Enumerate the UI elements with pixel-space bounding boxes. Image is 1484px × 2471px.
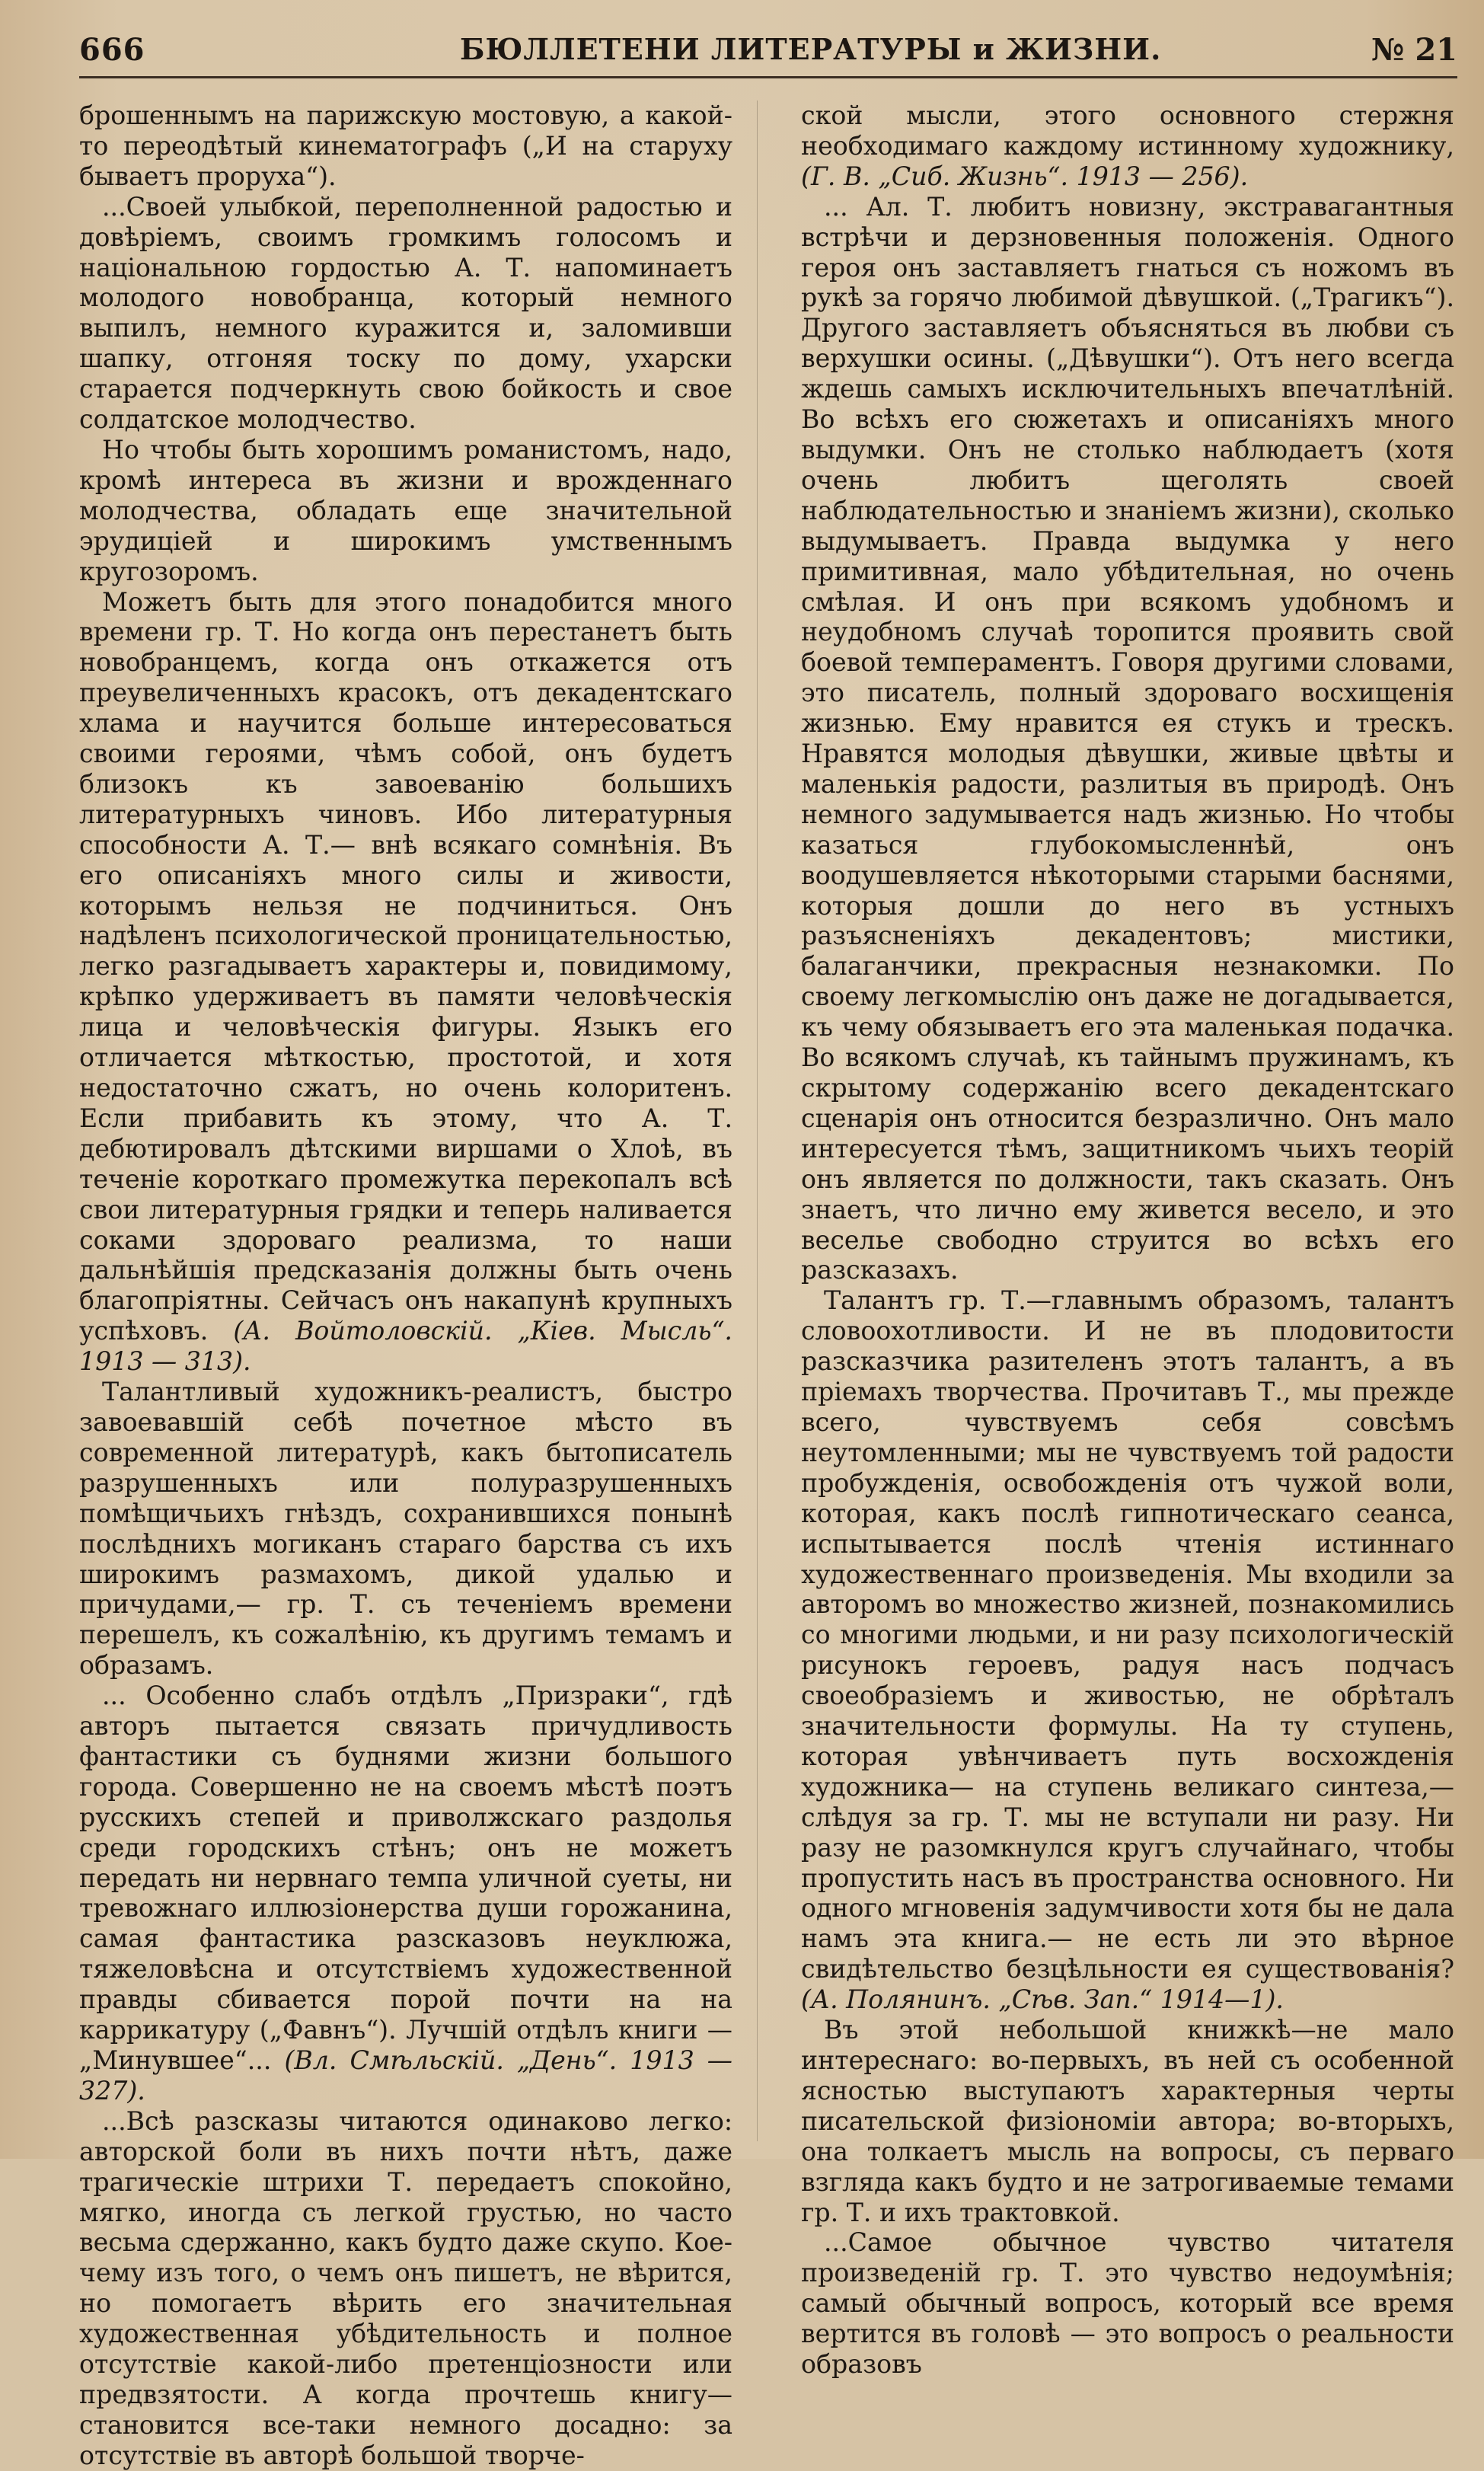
article-paragraph (801, 2227, 1454, 2380)
paragraph-text: ... Ал. Т. любитъ новизну, экстравагантныя встрѣчи и дерзновенныя положенія. Одного героя онъ заставляетъ гнаться съ ножомъ въ рукѣ за горячо любимой дѣвушкой. („Трагикъ“). Другого заставляетъ объясняться въ любви съ верхушки осины. („Дѣвушки“). Отъ него всегда ждешь самыхъ исключительныхъ впечатлѣній. Во всѣхъ его сюжетахъ и описаніяхъ много выдумки. Онъ не столько наблюдаетъ (хотя очень любитъ щеголять своей наблюдательностью и знаніемъ жизни), сколько выдумываетъ. Правда выдумка у него примитивная, мало убѣдительная, но очень смѣлая. И онъ при всякомъ удобномъ и неудобномъ случаѣ торопится проявить свой боевой темпераментъ. Говоря другими словами, это писатель, полный здороваго восхищенія жизнью. Ему нравится ея стукъ и трескъ. Нравятся молодыя дѣвушки, живые цвѣты и маленькія радости, разлитыя въ природѣ. Онъ немного задумывается надъ жизнью. Но чтобы казаться глубокомысленнѣй, онъ воодушевляется нѣкоторыми старыми баснями, которыя дошли до него въ устныхъ разъясненіяхъ декадентовъ; мистики, балаганчики, прекрасныя незнакомки. По своему легкомыслію онъ даже не догадывается, къ чему обязываетъ его эта маленькая подачка. Во всякомъ случаѣ, къ тайнымъ пружинамъ, къ скрытому содержанію всего декадентскаго сценарія онъ относится безразлично. Онъ мало интересуется тѣмъ, защитникомъ чьихъ теорій онъ является по должности, такъ сказать. Онъ знаетъ, что лично ему живется весело, и это веселье свободно струится во всѣхъ его разсказахъ. (801, 191, 1454, 1285)
paragraph-text: Талантливый художникъ-реалистъ, быстро завоевавшій себѣ почетное мѣсто въ современной литературѣ, какъ бытописатель разрушенныхъ или полуразрушенныхъ помѣщичьихъ гнѣздъ, сохранившихся понынѣ послѣднихъ могиканъ стараго барства съ ихъ широкимъ размахомъ, дикой удалью и причудами,— гр. Т. съ теченіемъ времени перешелъ, къ сожалѣнію, къ другимъ темамъ и образамъ. (79, 1377, 732, 1681)
article-paragraph (801, 101, 1454, 192)
paragraph-text: ской мысли, этого основного стержня необходимаго каждому истинному художнику, (801, 101, 1454, 161)
running-title: БЮЛЛЕТЕНИ ЛИТЕРАТУРЫ и ЖИЗНИ. (460, 32, 1162, 66)
header-rule (79, 76, 1457, 78)
page-header (79, 27, 1457, 81)
article-paragraph (801, 1285, 1454, 2015)
issue-number: № 21 (1371, 32, 1457, 68)
paragraph-text: ... Особенно слабъ отдѣлъ „Призраки“, гдѣ авторъ пытается связать причудливость фантастики съ буднями жизни большого города. Совершенно не на своемъ мѣстѣ поэтъ русскихъ степей и приволжскаго раздолья среди городскихъ стѣнъ; онъ не можетъ передать ни нервнаго темпа уличной суеты, ни тревожнаго иллюзіонерства души горожанина, самая фантастика разсказовъ неуклюжа, тяжеловѣсна и отсутствіемъ художественной правды сбивается порой почти на на каррикатуру („Фавнъ“). Лучшій отдѣлъ книги — „Минувшее“... (79, 1681, 732, 2075)
article-paragraph (801, 2015, 1454, 2227)
paragraph-text: ...Своей улыбкой, переполненной радостью и довѣріемъ, своимъ громкимъ голосомъ и національною гордостью А. Т. напоминаетъ молодого новобранца, который немного выпилъ, немного куражится и, заломивши шапку, отгоняя тоску по дому, ухарски старается подчеркнуть свою бойкость и свое солдатское молодчество. (79, 191, 732, 435)
article-paragraph (79, 587, 732, 1378)
article-paragraph (79, 101, 732, 192)
paragraph-text: ...Самое обычное чувство читателя произведеній гр. Т. это чувство недоумѣнія; самый обычный вопросъ, который все время вертится въ головѣ — это вопросъ о реальности образовъ (801, 2227, 1454, 2380)
article-paragraph (801, 192, 1454, 1286)
article-paragraph (79, 2106, 732, 2471)
paragraph-text: Талантъ гр. Т.—главнымъ образомъ, талантъ словоохотливости. И не въ плодовитости разсказчика разителенъ этотъ талантъ, а въ пріемахъ творчества. Прочитавъ Т., мы прежде всего, чувствуемъ себя совсѣмъ неутомленными; мы не чувствуемъ той радости пробужденія, освобожденія отъ чужой воли, которая, какъ послѣ гипнотическаго сеанса, испытывается послѣ чтенія истиннаго художественнаго произведенія. Мы входили за авторомъ во множество жизней, познакомились со многими людьми, и ни разу психологическій рисунокъ героевъ, радуя насъ подчасъ своеобразіемъ и живостью, не обрѣталъ значительности формулы. На ту ступень, которая увѣнчиваетъ путь восхожденія художника— на ступень великаго синтеза,—слѣдуя за гр. Т. мы не вступали ни разу. Ни разу не разомкнулся кругъ случайнаго, чтобы пропустить насъ въ пространства основного. Ни одного мгновенія задумчивости хотя бы не дала намъ эта книга.— не есть ли это вѣрное свидѣтельство безцѣльности ея существованія? (801, 1285, 1454, 1984)
column-divider (757, 101, 758, 2141)
right-column (801, 101, 1454, 2380)
paragraph-text: Въ этой небольшой книжкѣ—не мало интереснаго: во-первыхъ, въ ней съ особенной ясностью выступаютъ характерныя черты писательской физіономіи автора; во-вторыхъ, она толкаетъ мысль на вопросы, съ перваго взгляда какъ будто и не затрогиваемые темами гр. Т. и ихъ трактовкой. (801, 2015, 1454, 2227)
article-paragraph (79, 192, 732, 435)
citation: (Г. В. „Сиб. Жизнь“. 1913 — 256). (801, 161, 1249, 191)
citation: (А. Полянинъ. „Сѣв. Зап.“ 1914—1). (801, 1984, 1284, 2015)
page-number: 666 (79, 32, 145, 68)
paragraph-text: ...Всѣ разсказы читаются одинаково легко: авторской боли въ нихъ почти нѣтъ, даже трагическіе штрихи Т. передаетъ спокойно, мягко, иногда съ легкой грустью, но часто весьма сдержанно, какъ будто даже скупо. Кое-чему изъ того, о чемъ онъ пишетъ, не вѣрится, но помогаетъ вѣрить его значительная художественная убѣдительность и полное отсутствіе какой-либо претенціозности или предвзятости. А когда прочтешь книгу—становится все-таки немного досадно: за отсутствіе въ авторѣ большой творче- (79, 2105, 732, 2470)
article-paragraph (79, 435, 732, 587)
citation: (А. Войтоловскій. „Кiев. Мысль“. 1913 — 313). (79, 1316, 732, 1377)
paragraph-text: Можетъ быть для этого понадобится много времени гр. Т. Но когда онъ перестанетъ быть новобранцемъ, когда онъ откажется отъ преувеличенныхъ красокъ, отъ декадентскаго хлама и научится больше интересоваться своими героями, чѣмъ собой, онъ будетъ близокъ къ завоеванію большихъ литературныхъ чиновъ. Ибо литературныя способности А. Т.— внѣ всякаго сомнѣнія. Въ его описаніяхъ много силы и живости, которымъ нельзя не подчиниться. Онъ надѣленъ психологической проницательностью, легко разгадываетъ характеры и, повидимому, крѣпко удерживаетъ въ памяти человѣческія лица и человѣческія фигуры. Языкъ его отличается мѣткостью, простотой, и хотя недостаточно сжатъ, но очень колоритенъ. Если прибавить къ этому, что А. Т. дебютировалъ дѣтскими виршами о Хлоѣ, въ теченіе короткаго промежутка перекопалъ всѣ свои литературныя грядки и теперь наливается соками здороваго реализма, то наши дальнѣйшія предсказанія должны быть очень благопріятны. Сейчасъ онъ накапунѣ крупныхъ успѣховъ. (79, 586, 732, 1346)
paragraph-text: брошеннымъ на парижскую мостовую, а какой-то переодѣтый кинематографъ („И на старуху бываетъ проруха“). (79, 101, 732, 191)
article-paragraph (79, 1681, 732, 2106)
citation: (Вл. Смѣльскій. „День“. 1913 — 327). (79, 2045, 732, 2105)
left-column (79, 101, 732, 2470)
paragraph-text: Но чтобы быть хорошимъ романистомъ, надо, кромѣ интереса въ жизни и врожденнаго молодчества, обладать еще значительной эрудиціей и широкимъ умственнымъ кругозоромъ. (79, 434, 732, 586)
article-paragraph (79, 1377, 732, 1681)
